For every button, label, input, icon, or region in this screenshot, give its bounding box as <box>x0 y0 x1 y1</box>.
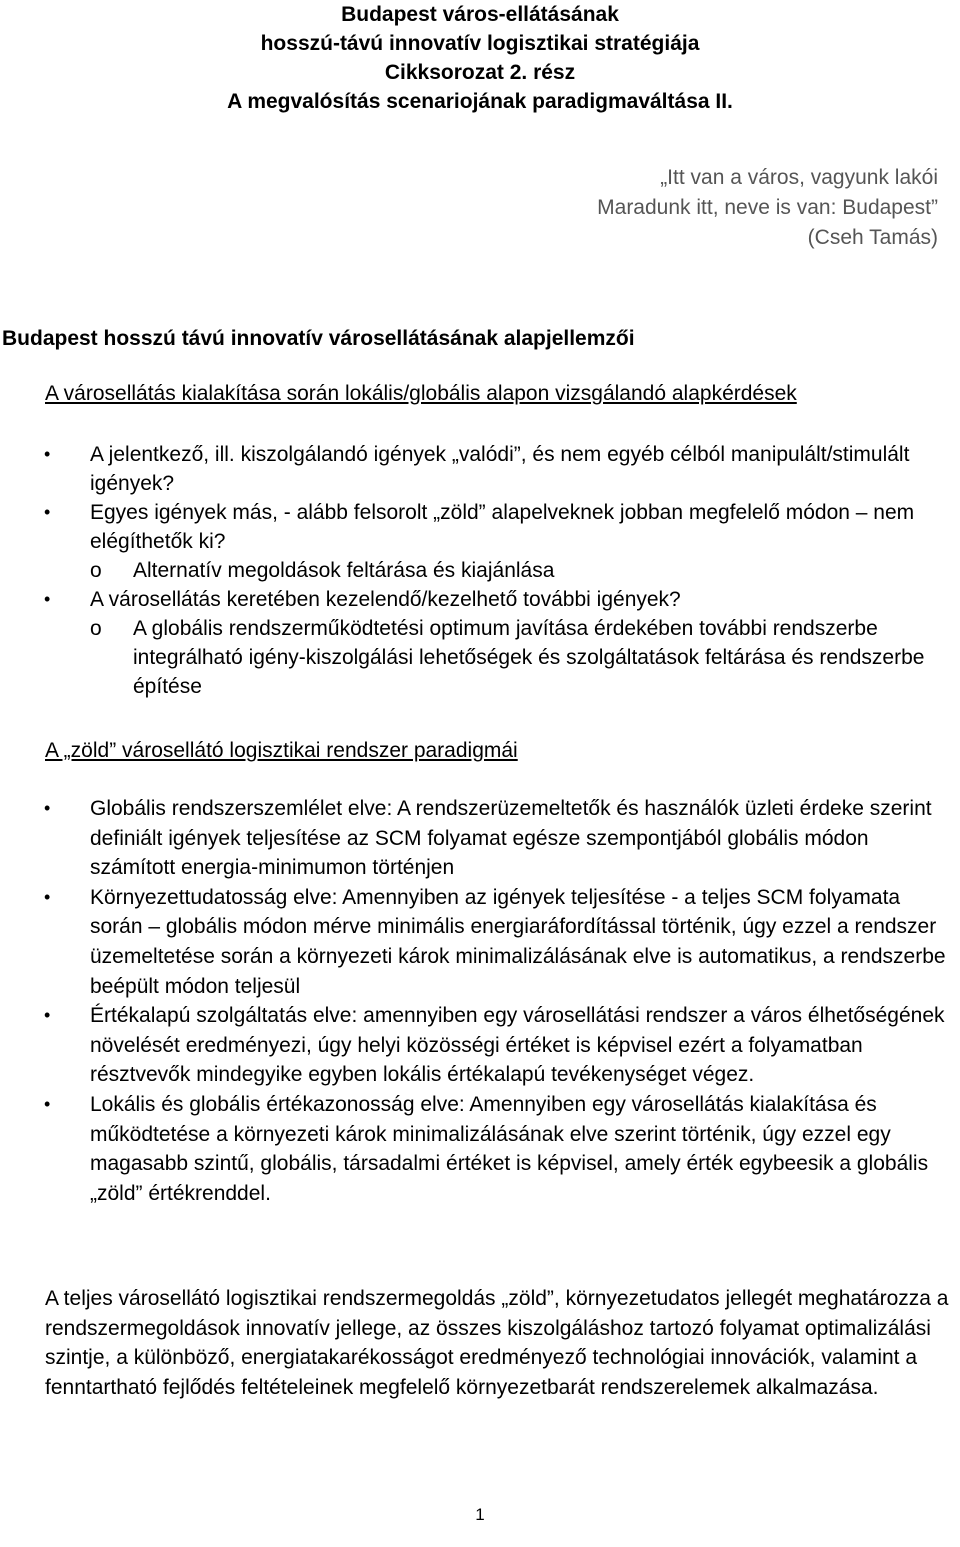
list-item <box>0 794 960 883</box>
bullet-marker: • <box>44 502 51 522</box>
title-line-1: Budapest város-ellátásának <box>341 3 619 26</box>
quote-line-1: „Itt van a város, vagyunk lakói <box>660 166 938 189</box>
document-title <box>0 0 960 116</box>
list-item-text: Egyes igények más, - alább felsorolt „zöld” alapelveknek jobban megfelelő módon – nem elégíthetők ki? <box>90 501 915 553</box>
list-item-text: A városellátás keretében kezelendő/kezelhető további igények? <box>90 588 681 611</box>
sub-list-item <box>0 614 960 701</box>
list-item <box>0 440 960 498</box>
list-item <box>0 1001 960 1090</box>
bullet-marker: • <box>44 1005 51 1026</box>
bullet-marker: • <box>44 444 51 464</box>
bullet-marker: • <box>44 886 51 907</box>
list-item <box>0 1090 960 1208</box>
title-line-2: hosszú-távú innovatív logisztikai stratégiája <box>260 32 700 55</box>
section-subheading: A városellátás kialakítása során lokális/globális alapon vizsgálandó alapkérdések <box>45 382 797 405</box>
list-item-text: A globális rendszerműködtetési optimum javítása érdekében további rendszerbe integrálható igény-kiszolgálási lehetőségek és szolgáltatások feltárása és rendszerbe építése <box>133 617 925 698</box>
list-item-text: Értékalapú szolgáltatás elve: amennyiben egy városellátási rendszer a város élhetőségének növelését eredményezi, úgy helyi közösségi értéket is képvisel ezért a folyamatban résztvevők mindegyike egyben lokális értékalapú tevékenységet végez. <box>90 1004 945 1087</box>
page-number: 1 <box>475 1505 485 1524</box>
list-item <box>0 498 960 556</box>
list-item <box>0 883 960 1001</box>
list-item-text: Globális rendszerszemlélet elve: A rendszerüzemeltetők és használók üzleti érdeke szerint definiált igények teljesítése az SCM folyamat egésze szempontjából globális módon számított energia-minimumon történjen <box>90 797 932 880</box>
list-item-text: A jelentkező, ill. kiszolgálandó igények „valódi”, és nem egyéb célból manipulált/stimulált igények? <box>90 443 910 495</box>
list-item <box>0 585 960 614</box>
basic-questions-list <box>0 440 960 701</box>
quote-attribution: (Cseh Tamás) <box>807 226 938 249</box>
bullet-marker: • <box>44 589 51 609</box>
epigraph-quote <box>597 163 938 253</box>
title-line-4: A megvalósítás scenariojának paradigmaváltása II. <box>227 90 733 113</box>
bullet-marker: • <box>44 1093 51 1114</box>
sub-bullet-marker: o <box>90 617 102 640</box>
list-item-text: Lokális és globális értékazonosság elve: Amennyiben egy városellátás kialakítása és működtetése a környezeti károk minimalizálásának elve szerint történik, úgy ezzel egy magasabb szintű, globális, társadalmi értéket is képvisel, amely érték egybeesik a globális „zöld” értékrenddel. <box>90 1092 929 1205</box>
title-line-3: Cikksorozat 2. rész <box>384 61 576 84</box>
closing-paragraph: A teljes városellátó logisztikai rendszermegoldás „zöld”, környezetudatos jellegét meghatározza a rendszermegoldások innovatív jellege, az összes kiszolgáláshoz tartozó folyamat optimalizálási szintje, a különböző, energiatakarékosságot eredményező technológiai innovációk, valamint a fenntartható fejlődés feltételeinek megfelelő környezetbarát rendszerelemek alkalmazása. <box>45 1287 949 1399</box>
sub-bullet-marker: o <box>90 559 102 582</box>
section-heading: Budapest hosszú távú innovatív városellátásának alapjellemzői <box>2 327 635 350</box>
list-item-text: Alternatív megoldások feltárása és kiajánlása <box>133 559 555 582</box>
paradigms-heading: A „zöld” városellátó logisztikai rendszer paradigmái <box>45 739 518 762</box>
paradigms-list <box>0 794 960 1208</box>
quote-line-2: Maradunk itt, neve is van: Budapest” <box>597 196 938 219</box>
bullet-marker: • <box>44 798 51 818</box>
list-item-text: Környezettudatosság elve: Amennyiben az igények teljesítése - a teljes SCM folyamata során – globális módon mérve minimális energiaráfordítással történik, úgy ezzel a rendszer üzemeltetése során a környezeti károk minimalizálásának elve is automatikus, a rendszerbe beépült módon teljesül <box>90 885 946 998</box>
sub-list-item <box>0 556 960 585</box>
